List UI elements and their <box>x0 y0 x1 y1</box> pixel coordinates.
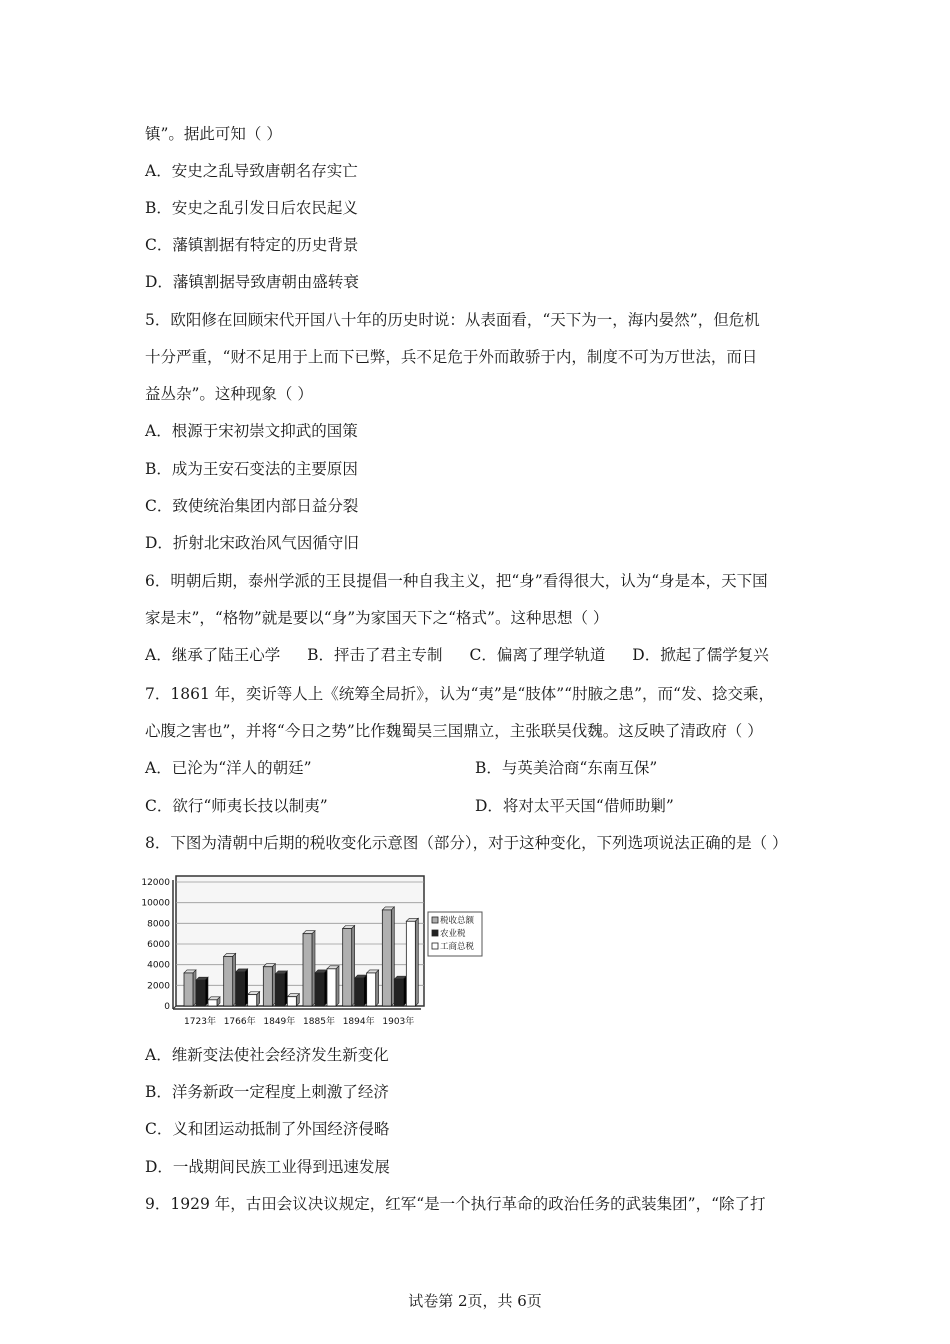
x-tick-4: 1894年 <box>342 1017 375 1027</box>
legend-label-total: 税收总额 <box>440 916 475 926</box>
q6-options-row <box>145 645 791 665</box>
legend-swatch-agri <box>432 930 438 936</box>
q4-option-c: C．藩镇割据有特定的历史背景 <box>145 236 359 254</box>
bar-side-commerce-1 <box>257 992 260 1006</box>
q4-option-b: B．安史之乱引发日后农民起义 <box>145 199 358 217</box>
x-tick-2: 1849年 <box>263 1017 296 1027</box>
bar-side-agri-3 <box>324 970 327 1006</box>
q8-option-b: B．洋务新政一定程度上刺激了经济 <box>145 1083 389 1101</box>
legend-swatch-commerce <box>432 943 438 949</box>
q8-option-a: A．维新变法使社会经济发生新变化 <box>145 1046 389 1064</box>
q7-option-c: C．欲行“师夷长技以制夷” <box>145 797 328 815</box>
legend-swatch-total <box>432 917 438 923</box>
q8-option-d: D．一战期间民族工业得到迅速发展 <box>145 1158 390 1176</box>
bar-side-total-2 <box>272 964 275 1006</box>
bar-total-2 <box>263 967 272 1006</box>
bar-side-agri-5 <box>403 976 406 1006</box>
bar-side-commerce-4 <box>376 970 379 1006</box>
y-tick-4000: 4000 <box>147 960 170 971</box>
bar-commerce-5 <box>406 921 415 1006</box>
y-tick-12000: 12000 <box>141 878 170 888</box>
q5-option-d: D．折射北宋政治风气因循守旧 <box>145 534 359 552</box>
q7-options-row-2 <box>145 796 805 816</box>
bar-side-total-4 <box>352 926 355 1007</box>
bar-side-commerce-5 <box>415 918 418 1006</box>
bar-side-agri-1 <box>245 969 248 1006</box>
q5-option-a: A．根源于宋初崇文抑武的国策 <box>145 422 358 440</box>
q6-option-b: B．抨击了君主专制 <box>307 646 443 664</box>
legend-label-commerce: 工商总税 <box>440 942 475 952</box>
bar-agri-2 <box>275 974 284 1006</box>
q6-line-1: 6．明朝后期，泰州学派的王艮提倡一种自我主义，把“身”看得很大，认为“身是本，天下国 <box>145 572 768 590</box>
q7-options-row-1 <box>145 758 805 778</box>
bar-total-4 <box>343 929 352 1007</box>
bar-agri-3 <box>315 973 324 1006</box>
q6-option-d: D．掀起了儒学复兴 <box>632 646 769 664</box>
bar-side-agri-0 <box>205 977 208 1006</box>
y-tick-2000: 2000 <box>147 981 170 992</box>
q7-option-a: A．已沦为“洋人的朝廷” <box>145 759 312 777</box>
q5-option-c: C．致使统治集团内部日益分裂 <box>145 497 359 515</box>
q5-line-3: 益丛杂”。这种现象（ ） <box>145 385 313 403</box>
bar-agri-1 <box>236 972 245 1006</box>
q4-tail: 镇”。据此可知（ ） <box>145 125 282 143</box>
q4-option-a: A．安史之乱导致唐朝名存实亡 <box>145 162 358 180</box>
bar-total-3 <box>303 934 312 1006</box>
bar-commerce-1 <box>248 995 257 1006</box>
q6-option-a: A．继承了陆王心学 <box>145 646 281 664</box>
q8-option-c: C．义和团运动抵制了外国经济侵略 <box>145 1120 390 1138</box>
bar-side-total-5 <box>391 907 394 1006</box>
bar-side-total-0 <box>193 970 196 1006</box>
bar-commerce-2 <box>287 997 296 1006</box>
bar-side-agri-2 <box>284 971 287 1006</box>
bar-total-5 <box>382 910 391 1006</box>
y-tick-8000: 8000 <box>147 919 170 930</box>
q8-line: 8．下图为清朝中后期的税收变化示意图（部分），对于这种变化，下列选项说法正确的是（ ） <box>145 834 788 852</box>
q5-line-2: 十分严重，“财不足用于上而下已弊，兵不足危于外而敢骄于内，制度不可为万世法，而日 <box>145 348 758 366</box>
bar-agri-0 <box>196 980 205 1006</box>
x-tick-3: 1885年 <box>303 1017 335 1027</box>
q4-option-d: D．藩镇割据导致唐朝由盛转衰 <box>145 273 359 291</box>
x-tick-5: 1903年 <box>382 1017 415 1027</box>
x-tick-1: 1766年 <box>223 1017 256 1027</box>
bar-side-commerce-3 <box>336 966 339 1006</box>
y-tick-10000: 10000 <box>141 898 170 909</box>
chart-legend <box>428 912 482 956</box>
bar-total-0 <box>184 973 193 1006</box>
q7-option-b: B．与英美洽商“东南互保” <box>475 759 658 777</box>
legend-label-agri: 农业税 <box>440 929 466 939</box>
q7-line-1: 7．1861 年，奕䜣等人上《统筹全局折》，认为“夷”是“肢体”“肘腋之患”，而“发、捻交乘， <box>145 685 774 703</box>
x-tick-0: 1723年 <box>184 1017 216 1027</box>
bar-side-total-3 <box>312 931 315 1006</box>
y-tick-6000: 6000 <box>147 940 170 950</box>
y-tick-0: 0 <box>164 1002 170 1012</box>
bar-commerce-4 <box>367 973 376 1006</box>
page-footer: 试卷第 2页，共 6页 <box>408 1292 542 1310</box>
bar-agri-5 <box>394 979 403 1006</box>
q9-line: 9．1929 年，古田会议决议规定，红军“是一个执行革命的政治任务的武装集团”，“除了打 <box>145 1195 766 1213</box>
bar-side-agri-4 <box>364 975 367 1006</box>
tax-chart <box>140 868 490 1030</box>
q6-option-c: C．偏离了理学轨道 <box>469 646 606 664</box>
q5-line-1: 5．欧阳修在回顾宋代开国八十年的历史时说：从表面看，“天下为一，海内晏然”，但危机 <box>145 311 760 329</box>
q6-line-2: 家是末”，“格物”就是要以“身”为家国天下之“格式”。这种思想（ ） <box>145 609 609 627</box>
bar-commerce-3 <box>327 969 336 1006</box>
q7-option-d: D．将对太平天国“借师助剿” <box>475 797 674 815</box>
bar-total-1 <box>224 956 233 1006</box>
bar-side-total-1 <box>233 953 236 1006</box>
bar-commerce-0 <box>208 1000 217 1006</box>
q7-line-2: 心腹之害也”，并将“今日之势”比作魏蜀吴三国鼎立，主张联吴伐魏。这反映了清政府（ ） <box>145 722 763 740</box>
bar-agri-4 <box>355 978 364 1006</box>
q5-option-b: B．成为王安石变法的主要原因 <box>145 460 358 478</box>
